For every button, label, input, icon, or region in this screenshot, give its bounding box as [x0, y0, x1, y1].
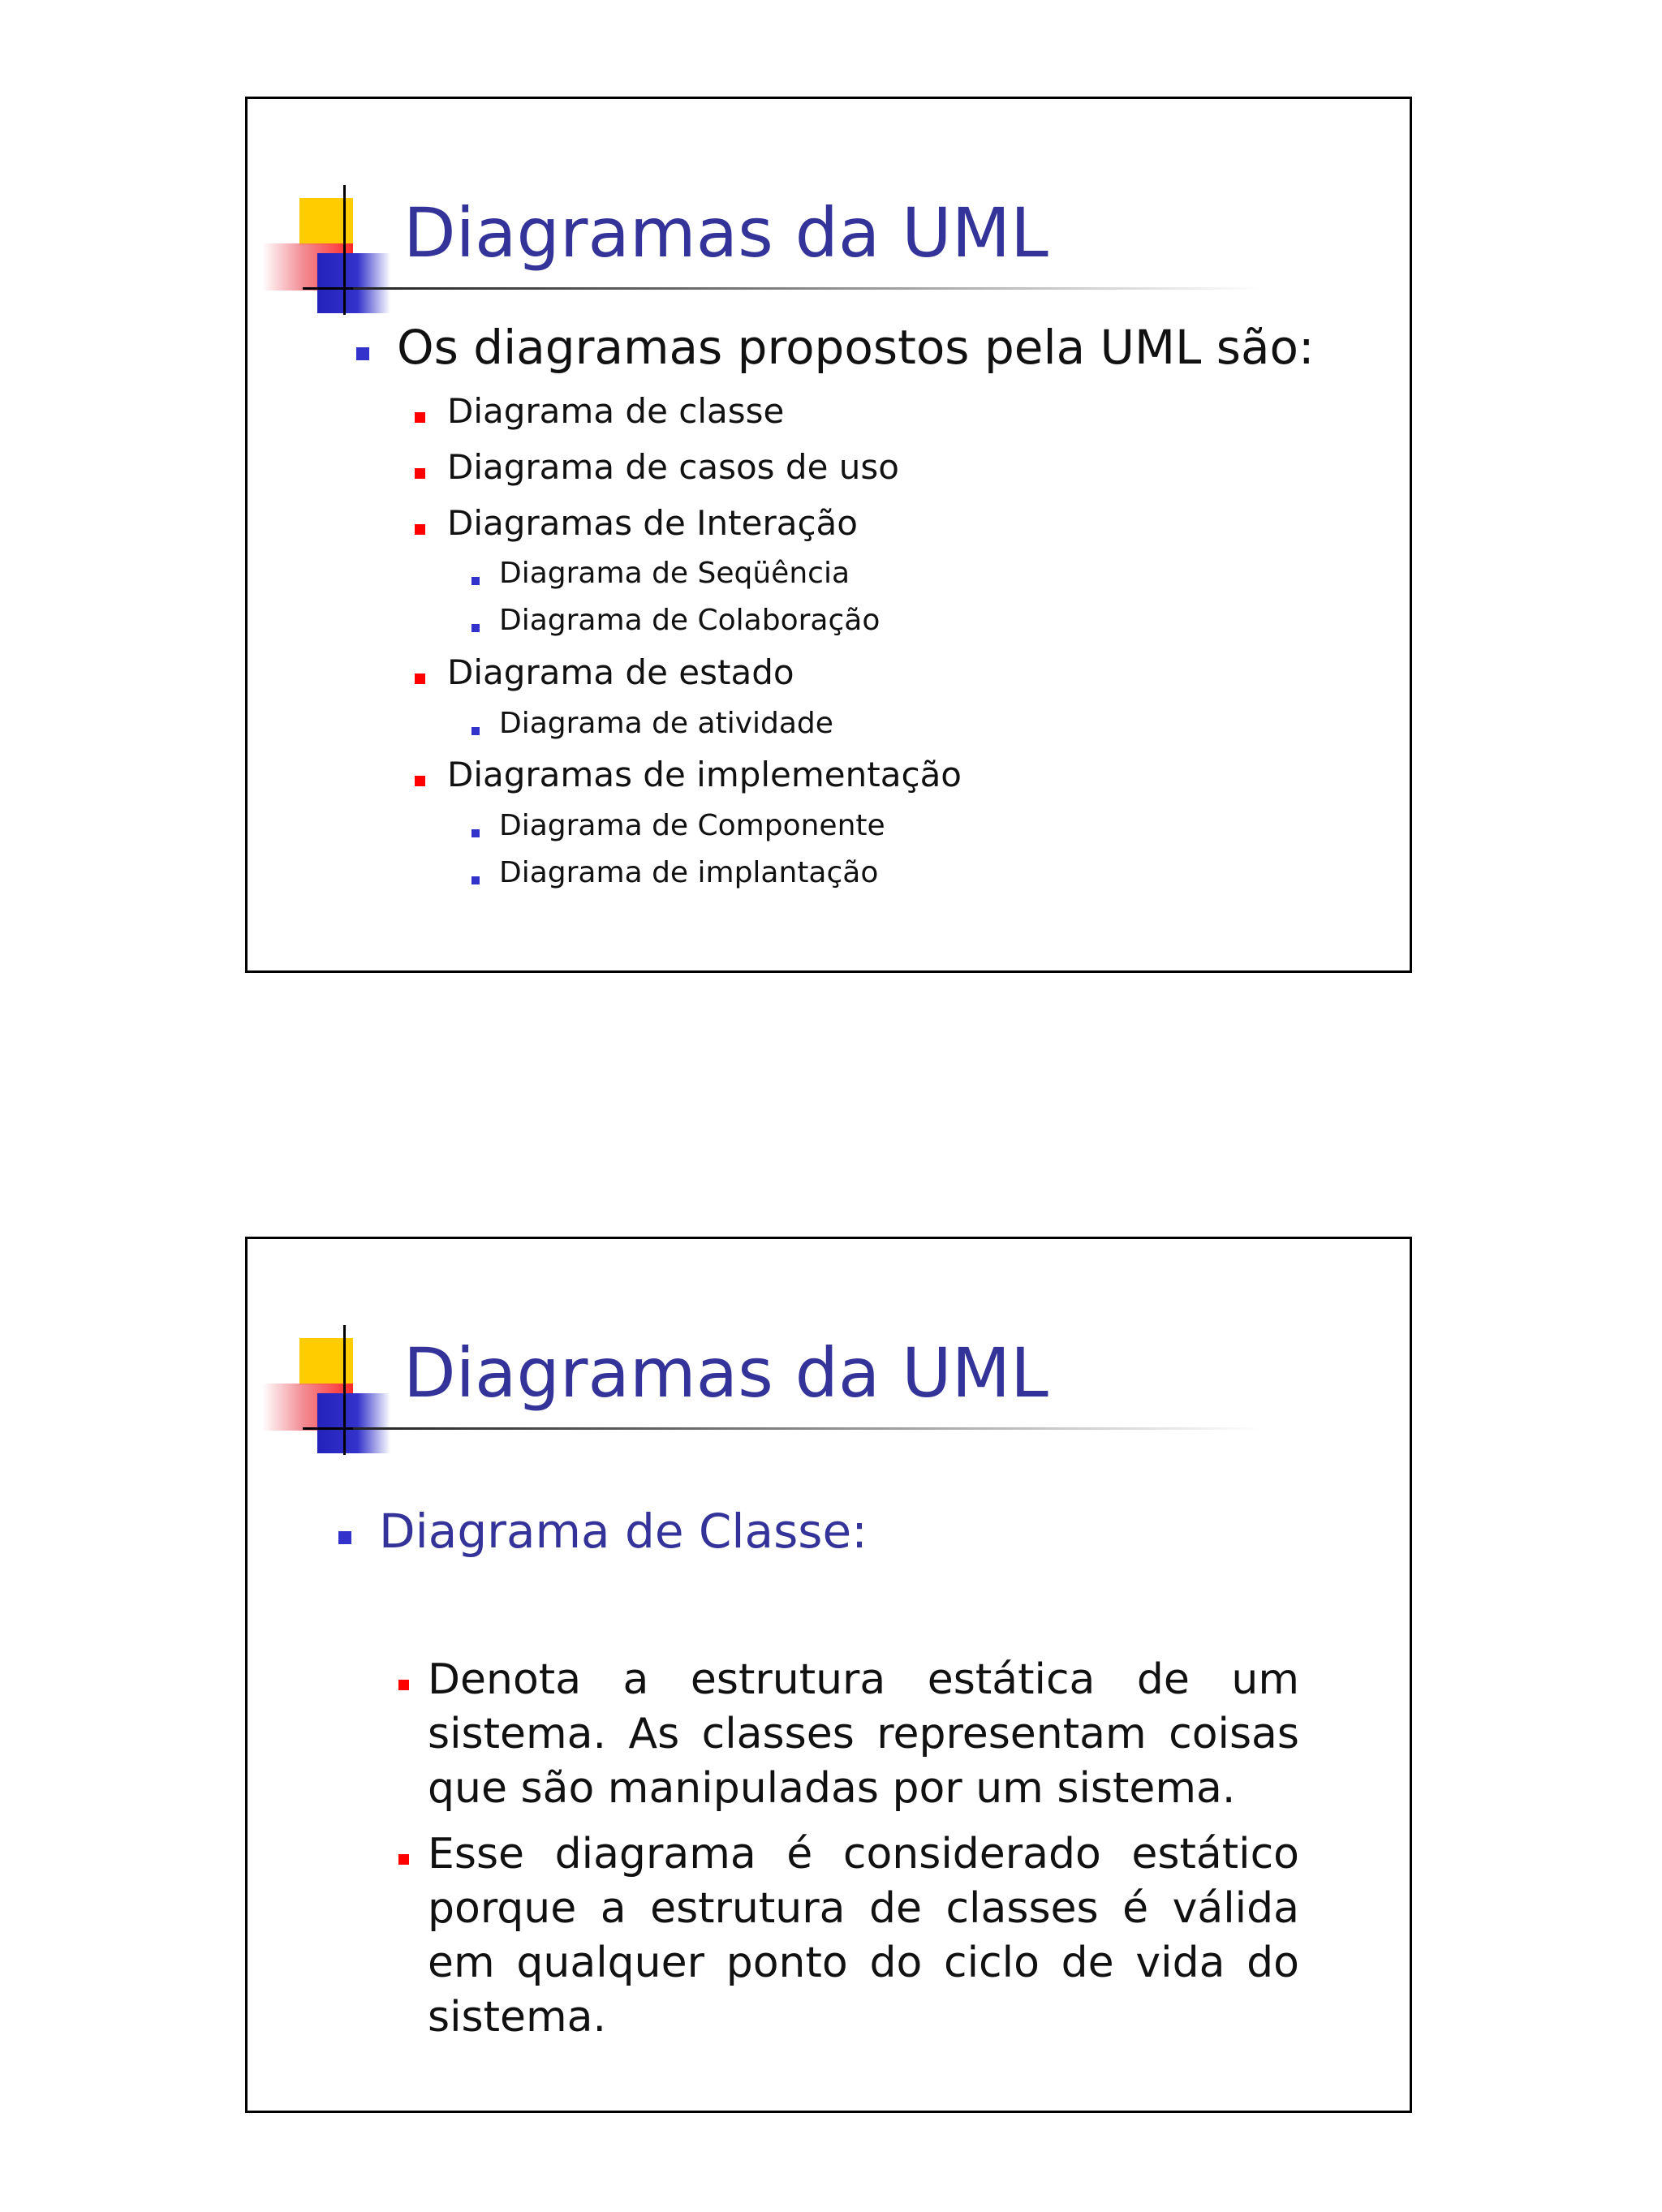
list-item: Diagramas de implementação: [447, 755, 962, 794]
bullet-square-icon: [471, 727, 480, 735]
list-item: Diagrama de Componente: [499, 809, 885, 842]
list-item: Diagrama de atividade: [499, 707, 833, 740]
bullet-square-icon: [338, 1531, 351, 1544]
paragraph-point: Esse diagrama é considerado estático porque a estrutura de classes é válida em qualquer ponto do ciclo de vida do sistema.: [428, 1830, 1299, 2042]
list-item: Diagrama de classe: [447, 391, 785, 431]
bullet-square-icon: [415, 468, 425, 479]
bullet-square-icon: [415, 524, 425, 535]
slide-1: [245, 97, 1412, 973]
bullet-square-icon: [415, 412, 425, 423]
title-underline: [353, 1427, 1262, 1430]
deco-vertical-line: [343, 1325, 346, 1455]
deco-blue-square: [317, 1393, 390, 1453]
bullet-square-icon: [471, 829, 480, 837]
list-item: Diagrama de casos de uso: [447, 447, 899, 487]
list-item: Diagrama de Seqüência: [499, 557, 850, 590]
title-underline: [353, 287, 1262, 290]
bullet-square-icon: [471, 624, 480, 632]
list-item: Diagrama de Colaboração: [499, 604, 881, 637]
bullet-square-icon: [471, 876, 480, 884]
paragraph-point: Denota a estrutura estática de um sistema. As classes representam coisas que são manipuladas por um sistema.: [428, 1655, 1299, 1813]
bullet-square-icon: [398, 1854, 409, 1865]
bullet-square-icon: [398, 1680, 409, 1690]
list-item: Diagrama de implantação: [499, 856, 879, 889]
deco-blue-square: [317, 253, 390, 313]
section-heading: Diagrama de Classe:: [379, 1504, 868, 1559]
list-item: Diagrama de estado: [447, 652, 794, 692]
title-decoration-icon: [248, 99, 410, 261]
bullet-square-icon: [356, 347, 369, 360]
bullet-square-icon: [471, 577, 480, 585]
bullet-square-icon: [415, 776, 425, 786]
intro-text: Os diagramas propostos pela UML são:: [397, 320, 1315, 375]
deco-vertical-line: [343, 185, 346, 315]
title-decoration-icon: [248, 1239, 410, 1401]
slide-title: Diagramas da UML: [403, 193, 1048, 273]
slide-title: Diagramas da UML: [403, 1333, 1048, 1413]
list-item: Diagramas de Interação: [447, 503, 858, 543]
slide-2: [245, 1237, 1412, 2113]
bullet-square-icon: [415, 673, 425, 684]
